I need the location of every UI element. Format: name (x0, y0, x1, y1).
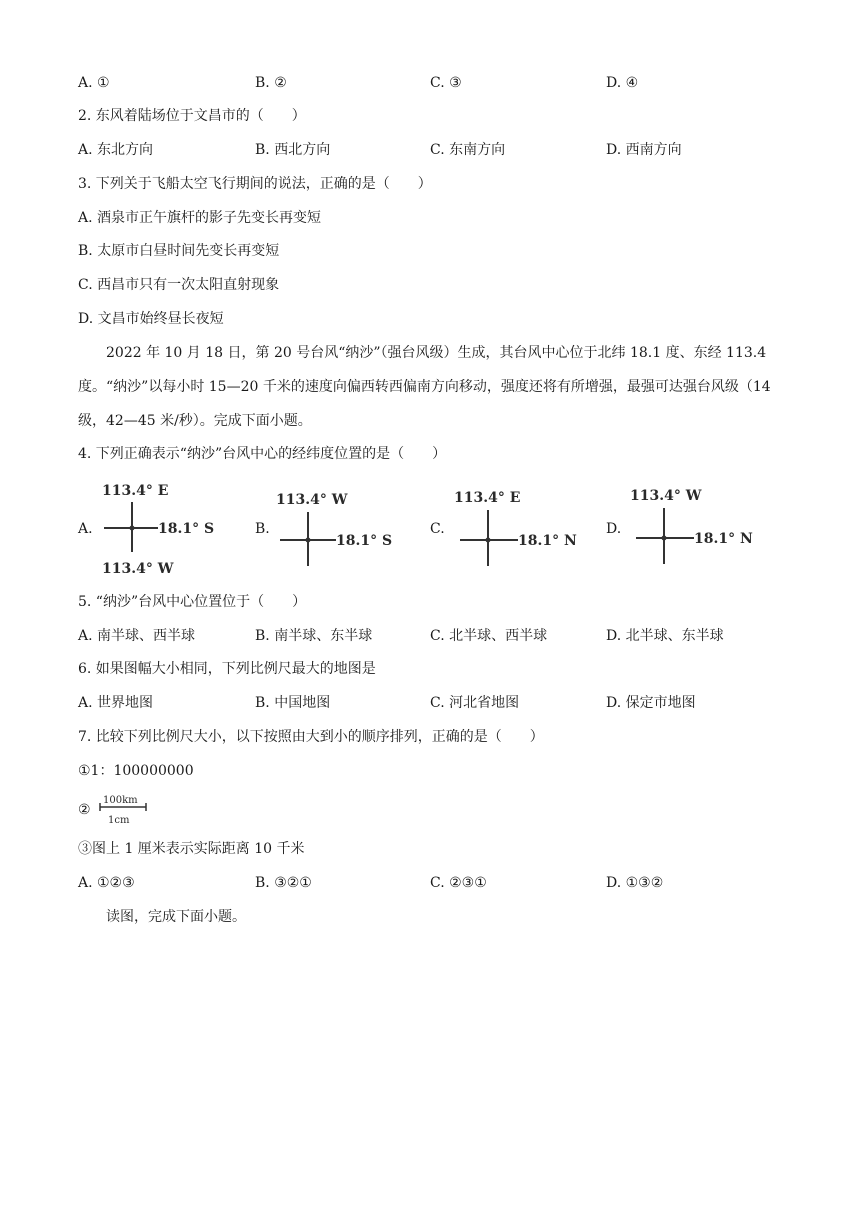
q2-option-d: D. 西南方向 (606, 142, 682, 158)
q2-option-a: A. 东北方向 (78, 142, 154, 158)
q3-option-a: A. 酒泉市正午旗杆的影子先变长再变短 (78, 210, 322, 226)
q5-option-a: A. 南半球、西半球 (78, 628, 196, 644)
q4-option-c-letter: C. (430, 521, 445, 537)
q2-option-b: B. 西北方向 (255, 142, 331, 158)
q5-option-b: B. 南半球、东半球 (255, 628, 373, 644)
q6-option-c: C. 河北省地图 (430, 695, 520, 711)
q3-option-d: D. 文昌市始终昼长夜短 (78, 311, 224, 327)
q5-option-c: C. 北半球、西半球 (430, 628, 548, 644)
read-figure-prompt: 读图，完成下面小题。 (106, 909, 246, 925)
diagram-b-top-label: 113.4° W (276, 492, 348, 508)
q7-item-3: ③图上 1 厘米表示实际距离 10 千米 (78, 841, 305, 857)
q6-option-b: B. 中国地图 (255, 695, 331, 711)
q4-stem: 4. 下列正确表示“纳沙”台风中心的经纬度位置的是（ ） (78, 446, 447, 462)
diagram-a-right-label: 18.1° S (158, 521, 215, 537)
diagram-b-right-label: 18.1° S (336, 533, 393, 549)
q3-option-b: B. 太原市白昼时间先变长再变短 (78, 243, 280, 259)
q6-option-d: D. 保定市地图 (606, 695, 696, 711)
q4-diagram-d (628, 482, 768, 576)
q3-option-c: C. 西昌市只有一次太阳直射现象 (78, 277, 280, 293)
line-scale-map-length-label: 1cm (108, 815, 130, 826)
q6-stem: 6. 如果图幅大小相同，下列比例尺最大的地图是 (78, 661, 376, 677)
q4-diagram-b (274, 484, 404, 578)
diagram-a-bottom-label: 113.4° W (102, 561, 174, 577)
q7-option-d: D. ①③② (606, 875, 664, 891)
q7-option-c: C. ②③① (430, 875, 487, 891)
line-scale-distance-label: 100km (103, 795, 138, 806)
diagram-d-right-label: 18.1° N (694, 531, 753, 547)
q7-item-1: ①1：100000000 (78, 763, 194, 779)
q5-option-d: D. 北半球、东半球 (606, 628, 724, 644)
q5-stem: 5. “纳沙”台风中心位置位于（ ） (78, 594, 307, 610)
q2-stem: 2. 东风着陆场位于文昌市的（ ） (78, 108, 306, 124)
diagram-c-right-label: 18.1° N (518, 533, 577, 549)
diagram-b-center-point (306, 538, 311, 543)
diagram-d-top-label: 113.4° W (630, 488, 702, 504)
diagram-c-top-label: 113.4° E (454, 490, 521, 506)
q1-option-d: D. ④ (606, 75, 639, 91)
q7-option-b: B. ③②① (255, 875, 312, 891)
diagram-a-top-label: 113.4° E (102, 483, 169, 499)
q3-stem: 3. 下列关于飞船太空飞行期间的说法，正确的是（ ） (78, 176, 432, 192)
q6-option-a: A. 世界地图 (78, 695, 154, 711)
q4-option-b-letter: B. (255, 521, 270, 537)
q4-diagram-a (98, 478, 228, 584)
q4-option-d-letter: D. (606, 521, 622, 537)
q1-option-c: C. ③ (430, 75, 462, 91)
q7-option-a: A. ①②③ (78, 875, 135, 891)
q2-option-c: C. 东南方向 (430, 142, 506, 158)
q7-line-scale (94, 791, 164, 831)
diagram-a-center-point (130, 526, 135, 531)
typhoon-passage: 2022 年 10 月 18 日，第 20 号台风“纳沙”（强台风级）生成，其台风中心位于北纬 18.1 度、东经 113.4 度。“纳沙”以每小时 15—20 千米的速度向偏西转西偏南方向移动，强度还将有所增强，最强可达强台风级（14 级，42—45 米/秒）。完成下面小题。 (78, 345, 771, 429)
q1-option-b: B. ② (255, 75, 287, 91)
q4-diagram-c (452, 484, 592, 578)
q7-item-2-marker: ② (78, 802, 91, 818)
q1-option-a: A. ① (78, 75, 110, 91)
diagram-d-center-point (662, 536, 667, 541)
q4-option-a-letter: A. (78, 521, 93, 537)
q7-stem: 7. 比较下列比例尺大小，以下按照由大到小的顺序排列，正确的是（ ） (78, 729, 544, 745)
diagram-c-center-point (486, 538, 491, 543)
